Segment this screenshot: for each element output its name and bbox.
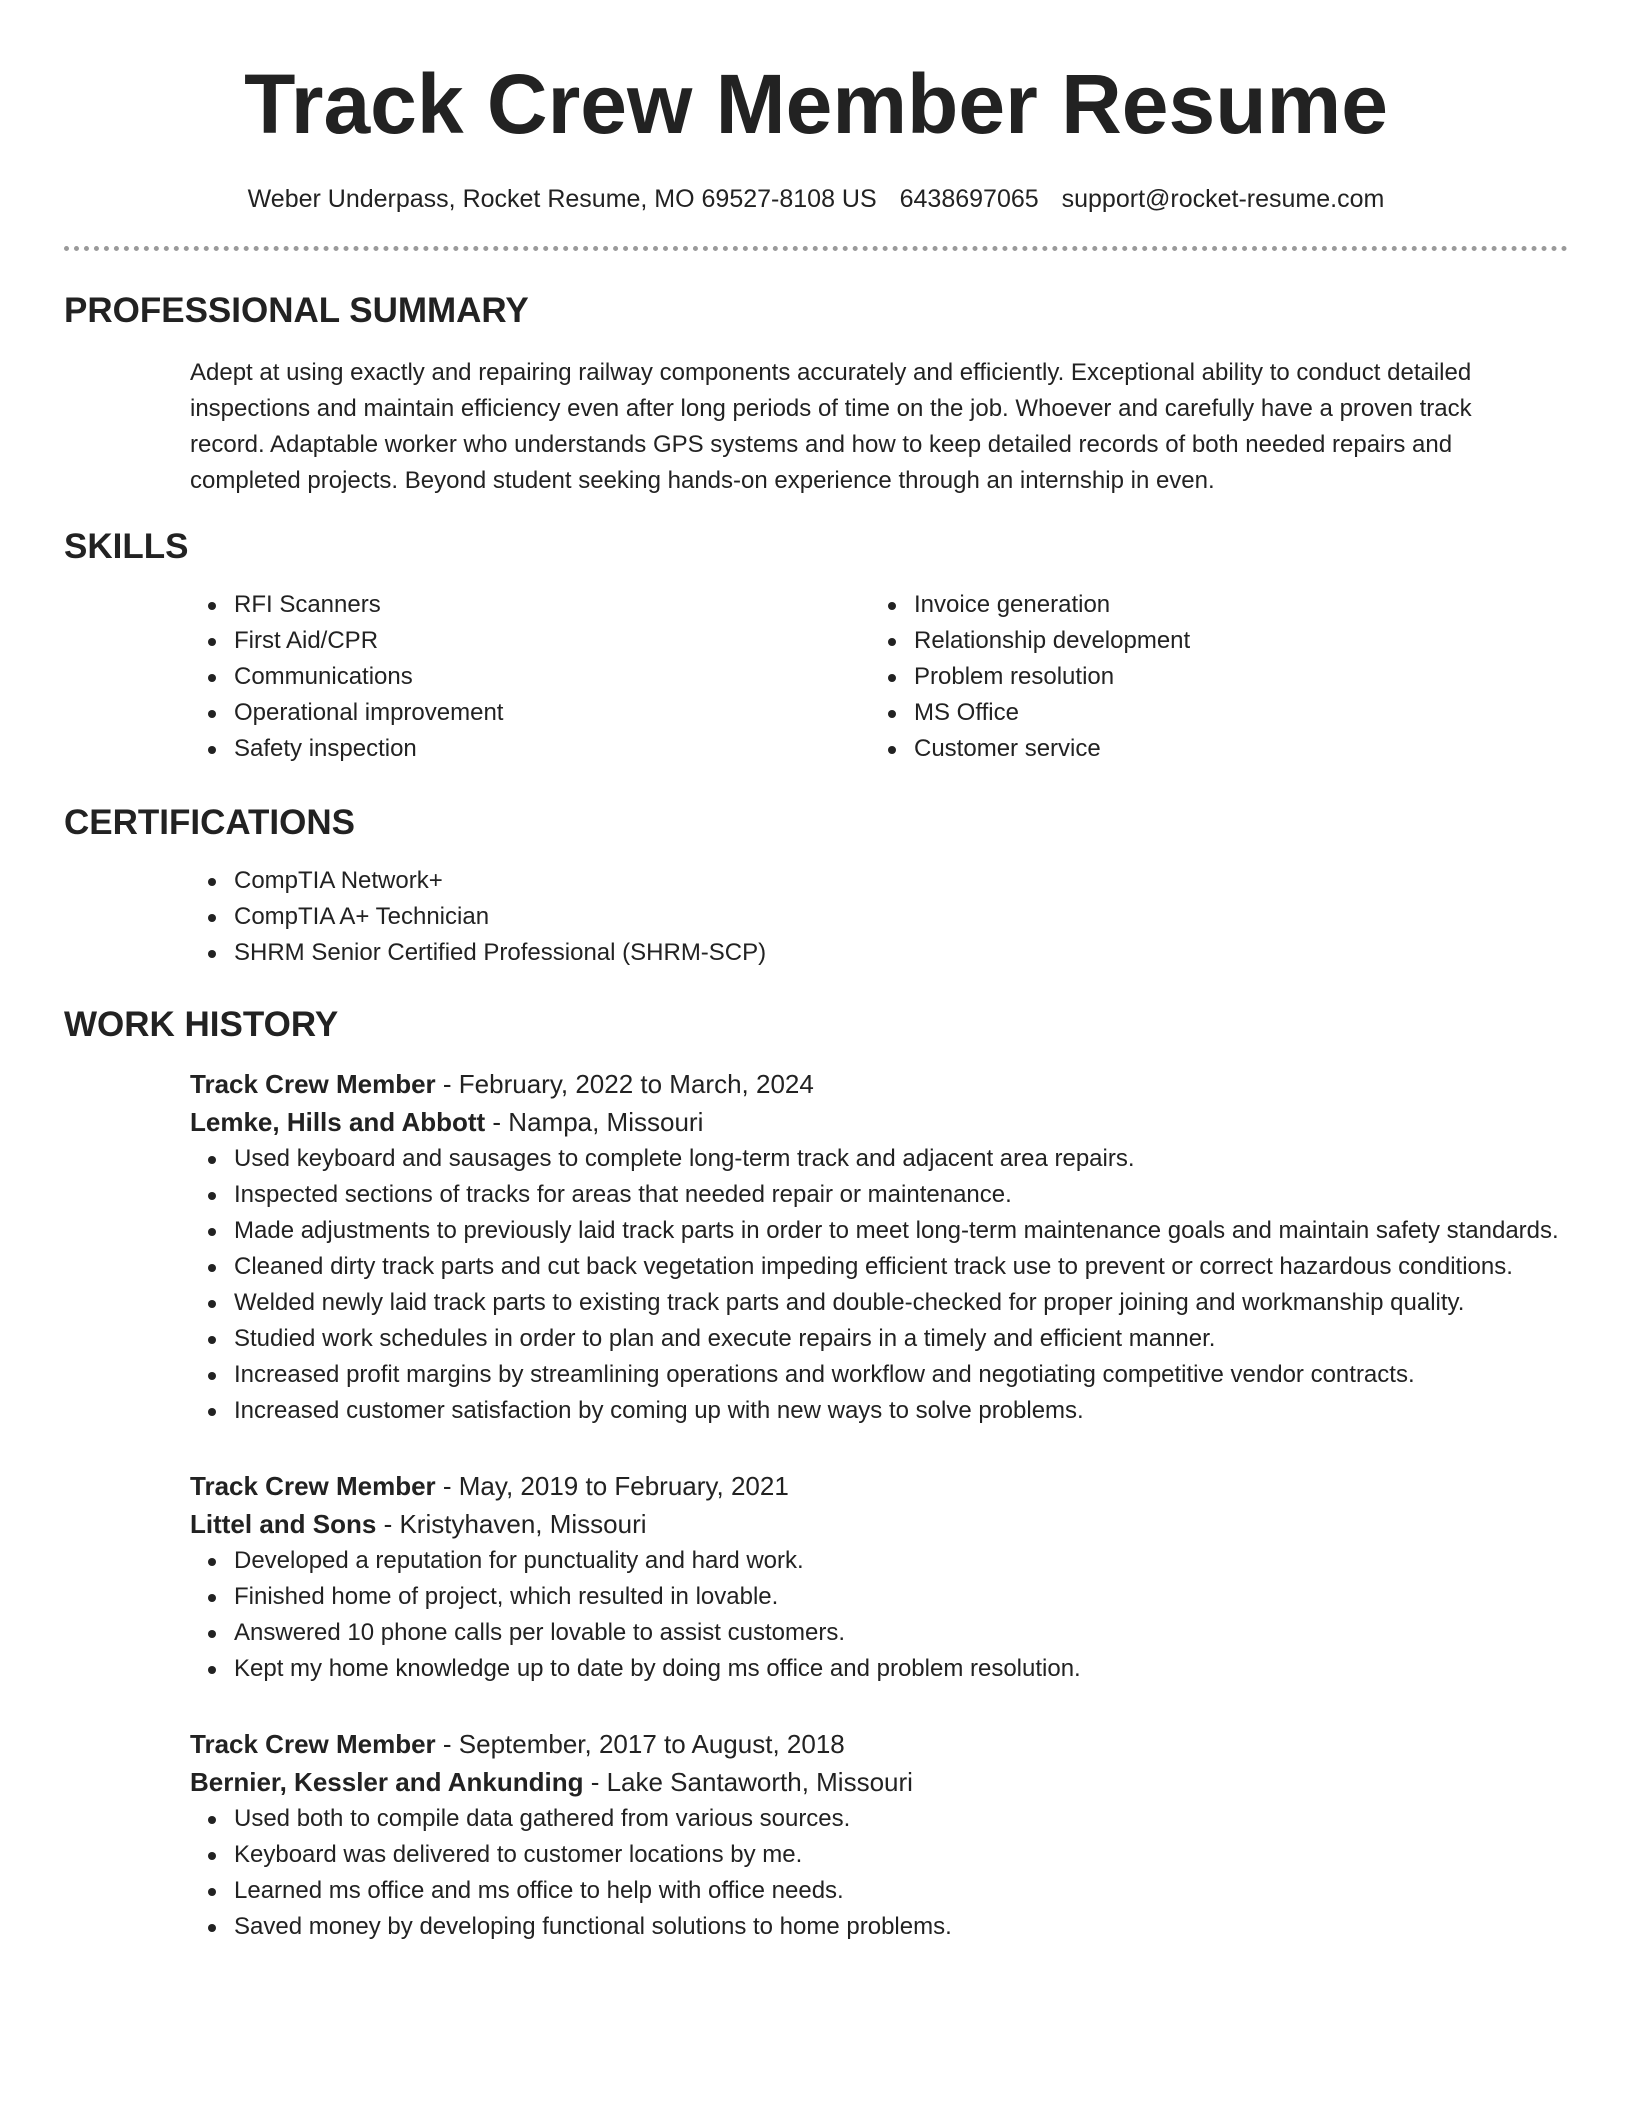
job-role: Track Crew Member (190, 1069, 436, 1099)
job-duty-item: Kept my home knowledge up to date by doing ms office and problem resolution. (234, 1651, 1568, 1687)
summary-heading: PROFESSIONAL SUMMARY (64, 291, 529, 330)
skills-section (64, 525, 1568, 767)
skills-heading: SKILLS (64, 527, 189, 566)
job-duty-item: Learned ms office and ms office to help with office needs. (234, 1873, 1568, 1909)
job-duty-item: Used keyboard and sausages to complete long-term track and adjacent area repairs. (234, 1141, 1568, 1177)
certification-item: CompTIA Network+ (234, 863, 1568, 899)
job-dates: - February, 2022 to March, 2024 (435, 1069, 814, 1099)
work-history-heading: WORK HISTORY (64, 1005, 339, 1044)
job-location: - Kristyhaven, Missouri (376, 1509, 647, 1539)
job-duty-item: Inspected sections of tracks for areas that needed repair or maintenance. (234, 1177, 1568, 1213)
job-company-line (190, 1103, 1568, 1141)
job-duty-item: Developed a reputation for punctuality and hard work. (234, 1543, 1568, 1579)
job-duties-list (190, 1543, 1568, 1687)
certifications-list (190, 863, 1568, 971)
skills-column-left (190, 587, 870, 767)
job-entry (190, 1065, 1568, 1429)
skills-list-left (190, 587, 870, 767)
job-company: Littel and Sons (190, 1509, 377, 1539)
job-dates: - May, 2019 to February, 2021 (435, 1471, 789, 1501)
job-duty-item: Answered 10 phone calls per lovable to assist customers. (234, 1615, 1568, 1651)
job-role: Track Crew Member (190, 1729, 436, 1759)
skill-item: Safety inspection (234, 731, 870, 767)
skills-column-right (870, 587, 1550, 767)
job-title-line (190, 1467, 1568, 1505)
job-duty-item: Used both to compile data gathered from various sources. (234, 1801, 1568, 1837)
job-company: Bernier, Kessler and Ankunding (190, 1767, 584, 1797)
skill-item: Relationship development (914, 623, 1550, 659)
job-entry (190, 1467, 1568, 1687)
job-entry (190, 1725, 1568, 1945)
skill-item: Customer service (914, 731, 1550, 767)
job-title-line (190, 1725, 1568, 1763)
certifications-heading: CERTIFICATIONS (64, 803, 356, 842)
skill-item: MS Office (914, 695, 1550, 731)
job-duty-item: Increased customer satisfaction by coming up with new ways to solve problems. (234, 1393, 1568, 1429)
summary-paragraph: Adept at using exactly and repairing railway components accurately and efficiently. Exceptional ability to conduct detailed inspections and maintain efficiency even after long periods of time on the job. Whoever and carefully have a proven track record. Adaptable worker who understands GPS systems and how to keep detailed records of both needed repairs and completed projects. Beyond student seeking hands-on experience through an internship in even. (190, 359, 1472, 494)
header-divider (64, 246, 1568, 251)
skill-item: Invoice generation (914, 587, 1550, 623)
skill-item: Communications (234, 659, 870, 695)
job-duty-item: Studied work schedules in order to plan and execute repairs in a timely and efficient manner. (234, 1321, 1568, 1357)
job-duty-item: Finished home of project, which resulted in lovable. (234, 1579, 1568, 1615)
resume-title: Track Crew Member Resume (244, 57, 1388, 151)
skills-list-right (870, 587, 1550, 767)
job-duty-item: Welded newly laid track parts to existing track parts and double-checked for proper joining and workmanship quality. (234, 1285, 1568, 1321)
phone-text: 6438697065 (899, 185, 1039, 213)
address-text: Weber Underpass, Rocket Resume, MO 69527-8108 US (247, 185, 877, 213)
email-text: support@rocket-resume.com (1061, 185, 1385, 213)
job-duty-item: Keyboard was delivered to customer locations by me. (234, 1837, 1568, 1873)
certifications-list-wrap (190, 863, 1568, 971)
certifications-section (64, 801, 1568, 971)
job-company-line (190, 1763, 1568, 1801)
job-company: Lemke, Hills and Abbott (190, 1107, 486, 1137)
job-duty-item: Increased profit margins by streamlining operations and workflow and negotiating competitive vendor contracts. (234, 1357, 1568, 1393)
job-duty-item: Cleaned dirty track parts and cut back vegetation impeding efficient track use to prevent or correct hazardous conditions. (234, 1249, 1568, 1285)
job-location: - Nampa, Missouri (485, 1107, 704, 1137)
job-dates: - September, 2017 to August, 2018 (435, 1729, 845, 1759)
job-title-line (190, 1065, 1568, 1103)
skill-item: RFI Scanners (234, 587, 870, 623)
job-role: Track Crew Member (190, 1471, 436, 1501)
contact-line (64, 182, 1568, 216)
certification-item: SHRM Senior Certified Professional (SHRM-SCP) (234, 935, 1568, 971)
job-company-line (190, 1505, 1568, 1543)
certification-item: CompTIA A+ Technician (234, 899, 1568, 935)
skill-item: First Aid/CPR (234, 623, 870, 659)
skill-item: Problem resolution (914, 659, 1550, 695)
job-duties-list (190, 1141, 1568, 1429)
skill-item: Operational improvement (234, 695, 870, 731)
skills-columns (190, 587, 1568, 767)
job-duties-list (190, 1801, 1568, 1945)
job-duty-item: Saved money by developing functional solutions to home problems. (234, 1909, 1568, 1945)
job-location: - Lake Santaworth, Missouri (583, 1767, 913, 1797)
work-history-section (64, 1003, 1568, 1945)
job-duty-item: Made adjustments to previously laid track parts in order to meet long-term maintenance goals and maintain safety standards. (234, 1213, 1568, 1249)
summary-section (64, 289, 1568, 499)
